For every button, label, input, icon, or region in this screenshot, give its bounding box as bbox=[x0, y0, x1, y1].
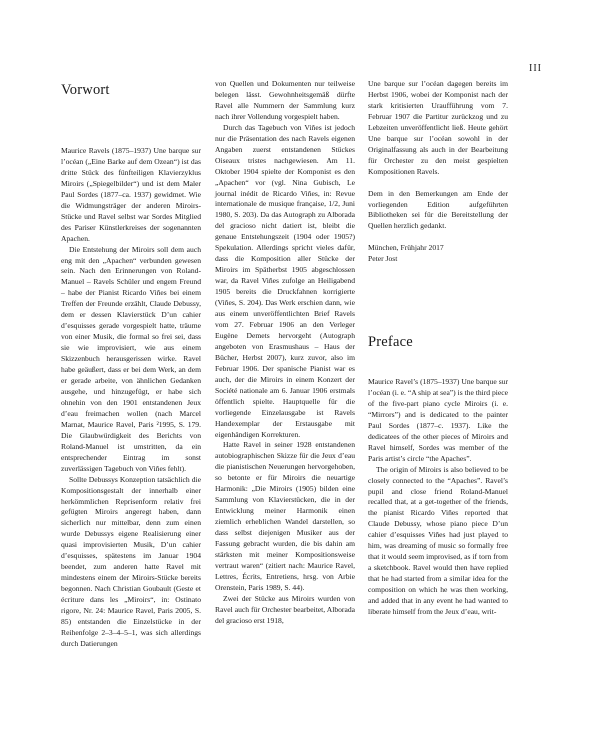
preface-column bbox=[368, 377, 508, 618]
vorwort-paragraph: Sollte Debussys Konzeption tatsächlich die Kompositionsgestalt der innerhalb einer herkömmlichen Reprisenform relativ frei gefügten Miroirs angeregt haben, dann sicherlich nur mittelbar, denn zum einen wurde Debussys eigene Realisierung einer quasi improvisierten Musik, D’un cahier d’esquisses, spätestens im Januar 1904 beendet, zum anderen hatte Ravel mit mindestens einem der Miroirs-Stücke bereits begonnen. Nach Christian Goubault (Geste et écriture dans les „Miroirs“, in: Ostinato rigore, Nr. 24: Maurice Ravel, Paris 2005, S. 85) entstanden die Einzelstücke in der Reihenfolge 2–3–4–5–1, was sich allerdings durch Datierungen bbox=[61, 474, 201, 648]
vorwort-paragraph: Une barque sur l’océan dagegen bereits im Herbst 1906, wobei der Komponist nach der stark kritisierten Uraufführung vom 7. Februar 1907 die Partitur zurückzog und zu Lebzeiten unveröffentlicht ließ. Heute gehört Une barque sur l’océan sowohl in der Originalfassung als auch in der Bearbeitung für Orchester zu den meist gespielten Kompositionen Ravels. bbox=[368, 79, 508, 176]
author-name: Peter Jost bbox=[368, 254, 398, 264]
vorwort-paragraph: Maurice Ravels (1875–1937) Une barque sur l’océan („Eine Barke auf dem Ozean“) ist das dritte Stück des fünfteiligen Klavierzyklus Miroirs („Spiegelbilder“) und ist dem Maler Paul Sordes (1877–ca. 1937) gewidmet. Wie die Widmungsträger der anderen Miroirs-Stücke und Ravel selbst war Sordes Mitglied des Pariser Künstlerkreises der sogenannten Apachen. bbox=[61, 146, 201, 243]
vorwort-paragraph: Durch das Tagebuch von Viñes ist jedoch nur die Präsentation des nach Ravels eigenen Angaben zuerst entstandenen Stückes Oiseaux tristes nachgewiesen. Am 11. Oktober 1904 spielte der Komponist es den „Apachen“ vor (vgl. Nina Gubisch, Le journal inédit de Ricardo Viñes, in: Revue internationale de musique française, 1/2, Juni 1980, S. 203). Da das Autograph zu Alborada del gracioso nicht datiert ist, bleibt die genaue Entstehungszeit (1904 oder 1905?) Spekulation. Allerdings spricht vieles dafür, dass die Komposition aller Stücke der Miroirs im Spätherbst 1905 abgeschlossen war, da Ravel Viñes zufolge an Heiligabend 1905 bereits die Druckfahnen korrigierte (Viñes, S. 204). Das Werk erschien dann, wie aus einem unveröffentlichten Brief Ravels vom 27. Februar 1906 an den Verleger Eugène Demets hervorgeht (Autograph angeboten von Erasmushaus – Haus der Bücher, Herbst 2007), kurz zuvor, also im Februar 1906. Der spanische Pianist war es auch, der die Miroirs in einem Konzert der Société nationale am 6. Januar 1906 erstmals öffentlich spielte. Hauptquelle für die vorliegende Einzelausgabe ist Ravels Handexemplar der Erstausgabe mit eigenhändigen Korrekturen. bbox=[215, 122, 355, 439]
vorwort-paragraph: Dem in den Bemerkungen am Ende der vorliegenden Edition aufgeführten Bibliotheken sei für die Bereitstellung der Quellen herzlich gedankt. bbox=[368, 188, 508, 231]
vorwort-column-3 bbox=[368, 79, 508, 265]
page-number: III bbox=[529, 63, 542, 74]
preface-heading: Preface bbox=[368, 334, 413, 350]
vorwort-paragraph: Die Entstehung der Miroirs soll dem auch eng mit den „Apachen“ verbunden gewesen sein. Nach den Erinnerungen von Roland-Manuel – Ravels Schüler und engem Freund – habe der Pianist Ricardo Viñes bei einem Treffen der Freunde erzählt, Claude Debussy, dem er dessen Klavierstück D’un cahier d’esquisses gerade vorgespielt hatte, träume von einer Musik, die formal so frei sei, dass sie wie improvisiert, wie aus einem Skizzenbuch herausgerissen wirke. Ravel habe geäußert, dass er bei dem Werk, an dem er gerade arbeite, von ähnlichen Gedanken ausgehe, und hinzugefügt, er habe sich ohnehin von den 1901 entstandenen Jeux d’eau freimachen wollen (nach Marcel Marnat, Maurice Ravel, Paris ²1995, S. 179. Die Glaubwürdigkeit des Berichts von Roland-Manuel ist umstritten, da ein entsprechender Eintrag im sonst zuverlässigen Tagebuch von Viñes fehlt). bbox=[61, 244, 201, 473]
preface-paragraph: The origin of Miroirs is also believed to be closely connected to the “Apaches”. Ravel’s pupil and close friend Roland-Manuel recalled that, at a get-together of the friends, the pianist Ricardo Viñes reported that Claude Debussy, whose piano piece D’un cahier d’esquisses Viñes had just played to him, was dreaming of music so formally free that it would seem improvised, as if torn from a sketchbook. Ravel would then have replied that he had started from a similar idea for the composition on which he was then working, and added that in any event he had wanted to liberate himself from the Jeux d’eau, writ- bbox=[368, 464, 508, 617]
vorwort-paragraph: Zwei der Stücke aus Miroirs wurden von Ravel auch für Orchester bearbeitet, Alborada del gracioso erst 1918, bbox=[215, 593, 355, 625]
place-date: München, Frühjahr 2017 bbox=[368, 243, 444, 253]
vorwort-heading: Vorwort bbox=[61, 82, 110, 98]
vorwort-column-1 bbox=[61, 146, 201, 650]
preface-paragraph: Maurice Ravel’s (1875–1937) Une barque sur l’océan (i. e. “A ship at sea”) is the third piece of the five-part piano cycle Miroirs (i. e. “Mirrors”) and is dedicated to the painter Paul Sordes (1877–c. 1937). Like the dedicatees of the other pieces of Miroirs and Ravel himself, Sordes was member of the Paris artist’s circle “the Apaches”. bbox=[368, 377, 509, 463]
vorwort-paragraph: Hatte Ravel in seiner 1928 entstandenen autobiographischen Skizze für die Jeux d’eau die pianistischen Neuerungen hervorgehoben, so betonte er für Miroirs die neuartige Harmonik: „Die Miroirs (1905) bilden eine Sammlung von Klavierstücken, die in der Entwicklung meiner Harmonik einen ziemlich erheblichen Wandel darstellen, so dass selbst diejenigen Musiker aus der Fassung gebracht wurden, die bis dahin am stärksten mit meiner Kompositionsweise vertraut waren“ (zitiert nach: Maurice Ravel, Lettres, Écrits, Entretiens, hrsg. von Arbie Orenstein, Paris 1989, S. 44). bbox=[215, 440, 355, 592]
vorwort-paragraph: von Quellen und Dokumenten nur teilweise belegen lässt. Gewohnheitsgemäß dürfte Ravel alle Nummern der Sammlung kurz nach ihrer Vollendung vorgespielt haben. bbox=[215, 79, 355, 121]
vorwort-column-2 bbox=[215, 79, 355, 627]
vorwort-signature bbox=[368, 243, 508, 265]
